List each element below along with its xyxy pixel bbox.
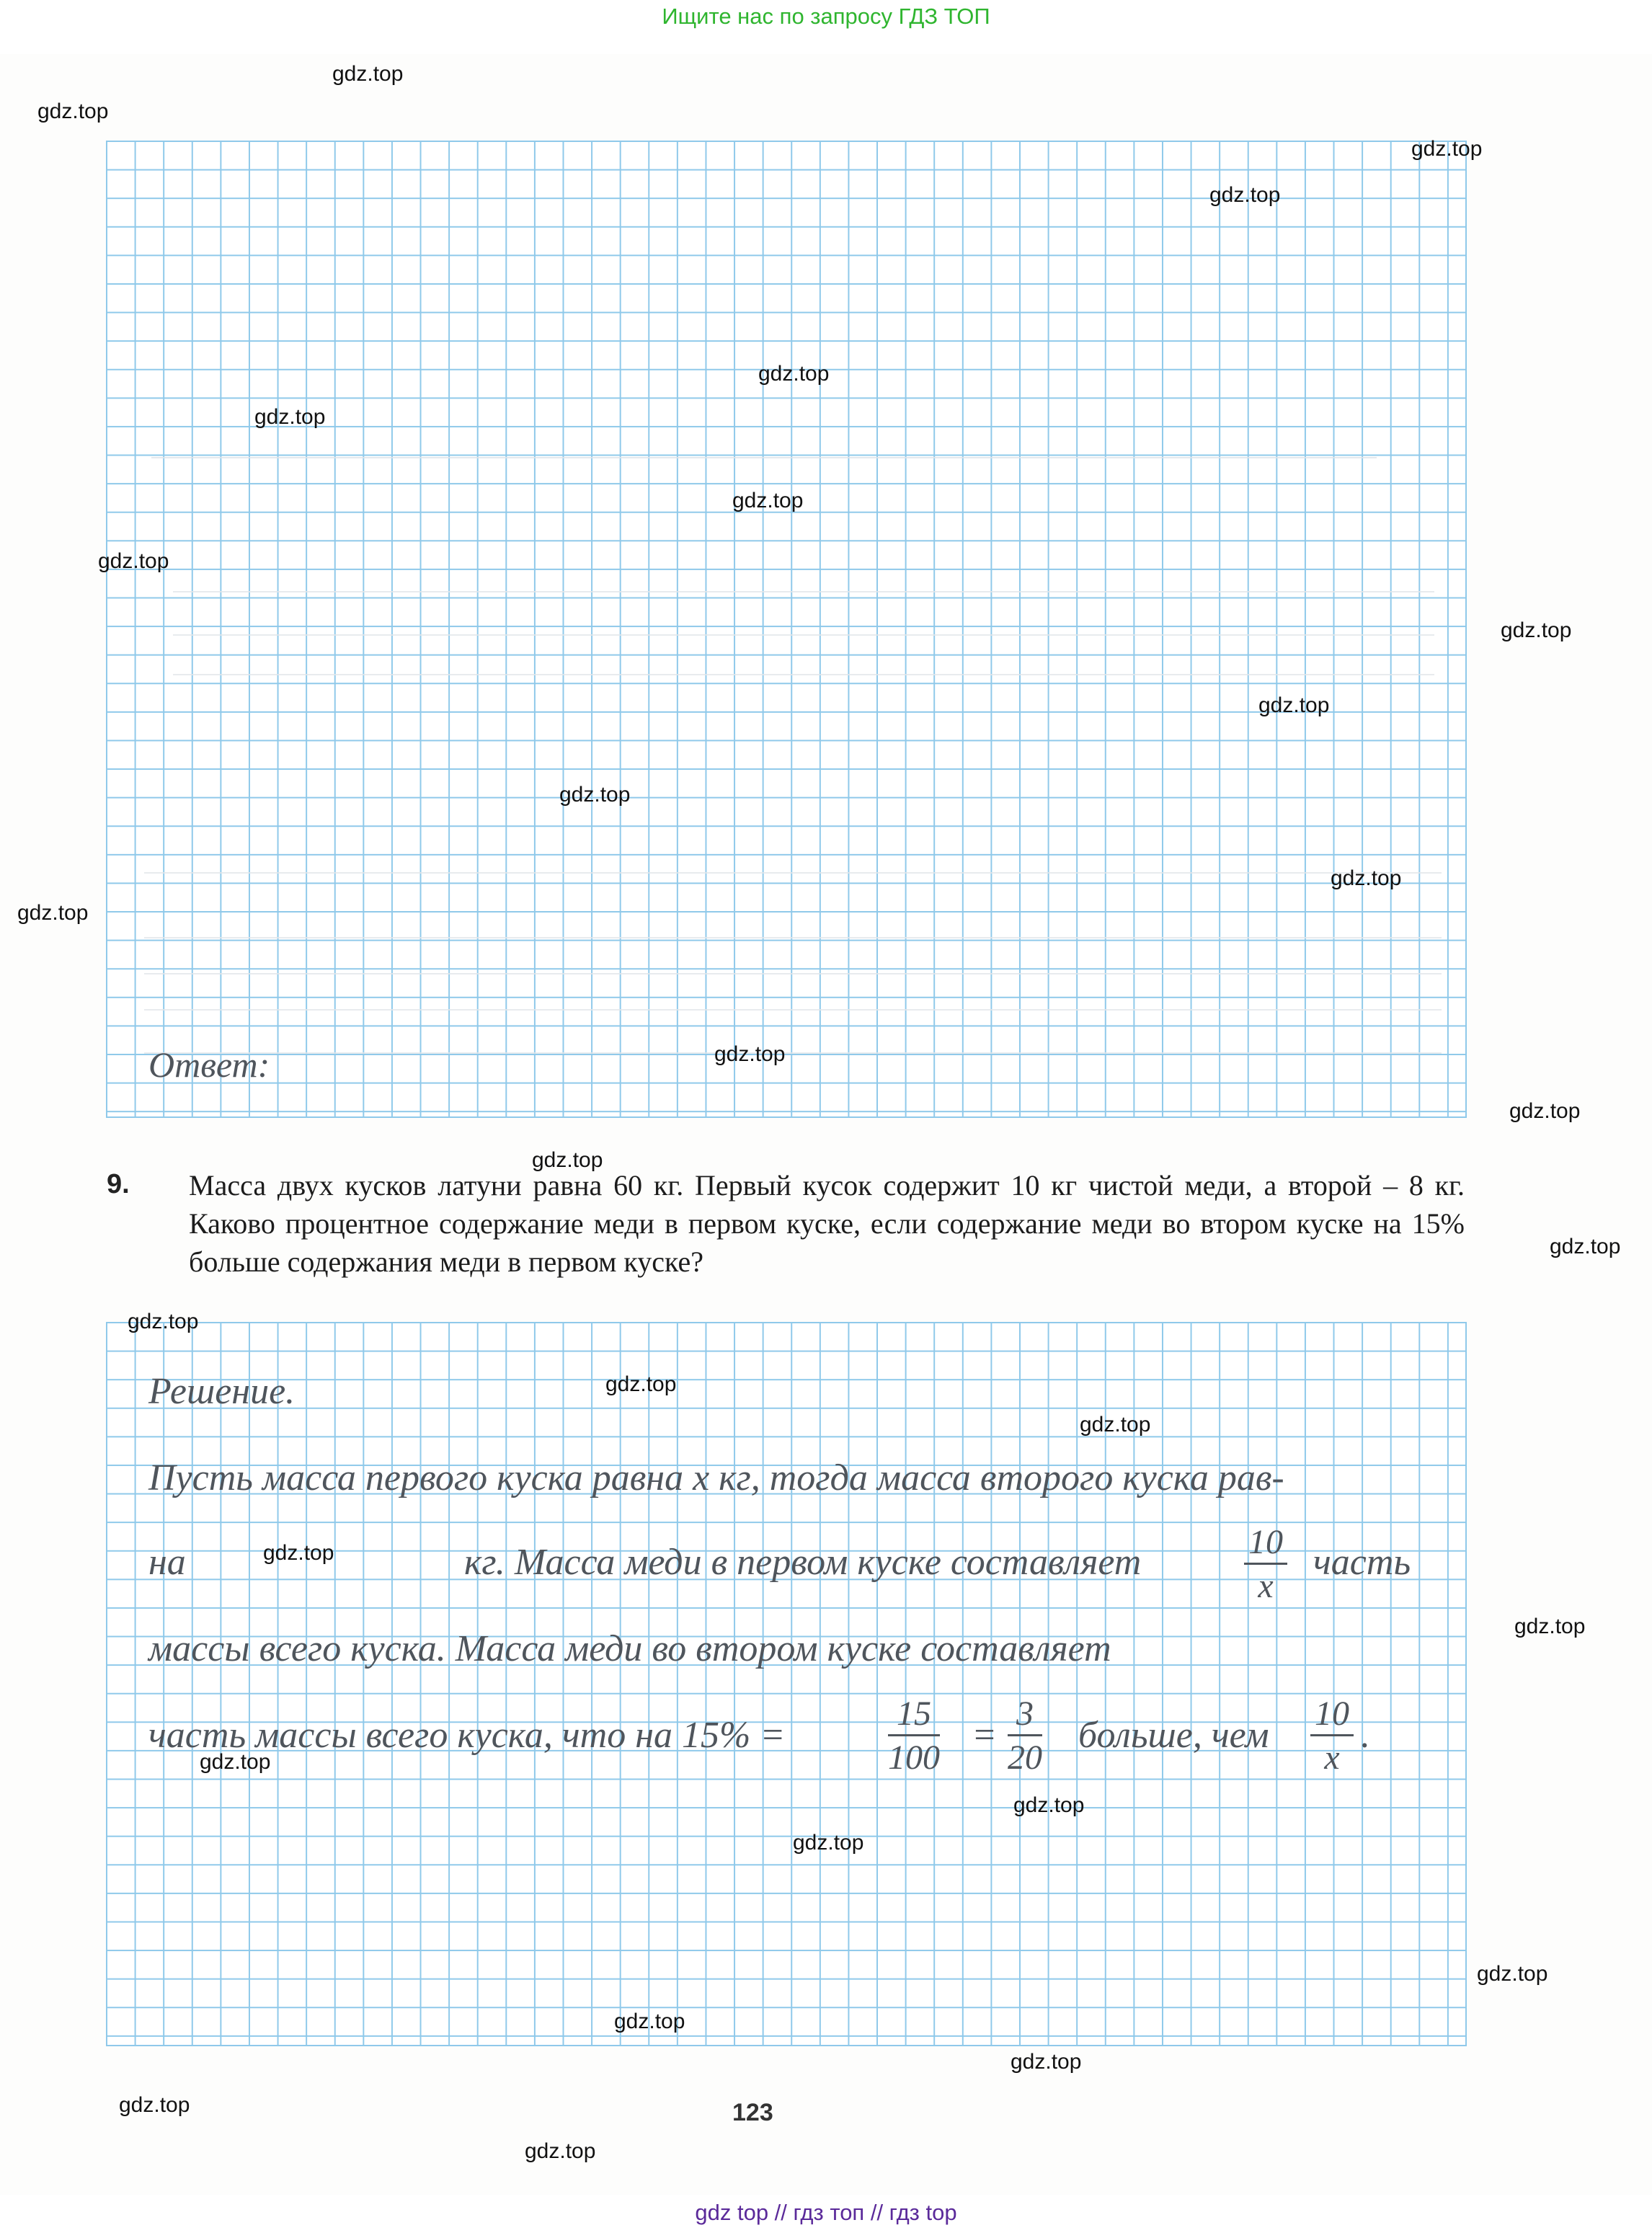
- solution-heading: Решение.: [148, 1371, 296, 1412]
- fraction-bar: [1008, 1734, 1042, 1736]
- page-number: 123: [732, 2099, 773, 2126]
- fraction-denominator: x: [1258, 1567, 1274, 1605]
- fraction-numerator: 10: [1248, 1523, 1283, 1561]
- task-number: 9.: [107, 1169, 130, 1199]
- solution-line-2b: кг. Масса меди в первом куске составляет: [464, 1542, 1142, 1583]
- watermark: gdz.top: [119, 2093, 190, 2117]
- watermark: gdz.top: [1331, 866, 1402, 890]
- watermark: gdz.top: [714, 1042, 786, 1066]
- solution-line-2c: часть: [1313, 1542, 1411, 1583]
- watermark: gdz.top: [614, 2010, 685, 2033]
- watermark: gdz.top: [17, 901, 89, 925]
- fraction-numerator: 15: [897, 1695, 931, 1733]
- bleed-through-line: [173, 660, 1434, 675]
- bleed-through-line: [151, 441, 1377, 458]
- watermark: gdz.top: [1209, 183, 1281, 207]
- watermark: gdz.top: [1258, 693, 1330, 717]
- bleed-through-line: [144, 995, 1442, 1011]
- fraction-15-over-100: [888, 1697, 940, 1775]
- watermark: gdz.top: [254, 405, 326, 429]
- equals-sign: =: [972, 1715, 998, 1756]
- watermark: gdz.top: [732, 489, 804, 512]
- watermark: gdz.top: [1501, 618, 1572, 642]
- top-banner[interactable]: Ищите нас по запросу ГДЗ ТОП: [662, 4, 990, 29]
- bleed-through-line: [144, 923, 1442, 938]
- watermark: gdz.top: [128, 1310, 199, 1333]
- watermark: gdz.top: [1509, 1099, 1581, 1123]
- watermark: gdz.top: [559, 783, 631, 807]
- solution-line-2a: на: [148, 1542, 186, 1583]
- fraction-denominator: x: [1324, 1739, 1340, 1777]
- solution-line-1: Пусть масса первого куска равна x кг, тогда масса второго куска рав-: [148, 1457, 1284, 1498]
- solution-line-4b: больше, чем: [1078, 1715, 1269, 1756]
- solution-line-3: массы всего куска. Масса меди во втором куске составляет: [148, 1628, 1111, 1669]
- watermark: gdz.top: [1013, 1793, 1085, 1817]
- fraction-10-over-x-second: [1310, 1697, 1354, 1775]
- watermark: gdz.top: [1550, 1235, 1621, 1258]
- watermark: gdz.top: [1514, 1615, 1586, 1638]
- watermark: gdz.top: [525, 2139, 596, 2163]
- bleed-through-line: [144, 959, 1442, 974]
- watermark: gdz.top: [1411, 137, 1483, 161]
- fraction-numerator: 3: [1016, 1695, 1034, 1733]
- watermark: gdz.top: [1477, 1962, 1548, 1986]
- solution-line-4a: часть массы всего куска, что на 15% =: [148, 1715, 786, 1756]
- final-period: .: [1361, 1715, 1370, 1756]
- task-text: Масса двух кусков латуни равна 60 кг. Первый кусок содержит 10 кг чистой меди, а второй – 8 кг. Каково процентное содержание меди в первом куске, если содержание меди во втором куске на 15% больше содержания меди в первом куске?: [189, 1169, 1465, 1278]
- answer-label: Ответ:: [148, 1044, 270, 1085]
- watermark: gdz.top: [37, 99, 109, 123]
- fraction-numerator: 10: [1315, 1695, 1349, 1733]
- bleed-through-line: [144, 1038, 1442, 1054]
- fraction-10-over-x: [1244, 1525, 1287, 1604]
- watermark: gdz.top: [98, 549, 169, 573]
- watermark: gdz.top: [200, 1750, 271, 1774]
- bleed-through-line: [173, 620, 1434, 636]
- solution-grid: [106, 1322, 1467, 2046]
- bleed-through-line: [144, 858, 1442, 874]
- watermark: gdz.top: [1011, 2050, 1082, 2074]
- watermark: gdz.top: [332, 62, 404, 86]
- fraction-bar: [888, 1734, 940, 1736]
- watermark: gdz.top: [1080, 1413, 1151, 1437]
- fraction-denominator: 20: [1008, 1739, 1042, 1777]
- fraction-bar: [1310, 1734, 1354, 1736]
- fraction-denominator: 100: [888, 1739, 940, 1777]
- fraction-bar: [1244, 1563, 1287, 1565]
- watermark: gdz.top: [793, 1831, 864, 1855]
- footer-links[interactable]: gdz top // гдз топ // гдз top: [695, 2200, 957, 2225]
- fraction-3-over-20: [1008, 1697, 1042, 1775]
- watermark: gdz.top: [605, 1372, 677, 1396]
- watermark: gdz.top: [758, 362, 830, 386]
- bleed-through-line: [173, 577, 1434, 592]
- watermark: gdz.top: [532, 1148, 603, 1172]
- watermark: gdz.top: [263, 1541, 334, 1565]
